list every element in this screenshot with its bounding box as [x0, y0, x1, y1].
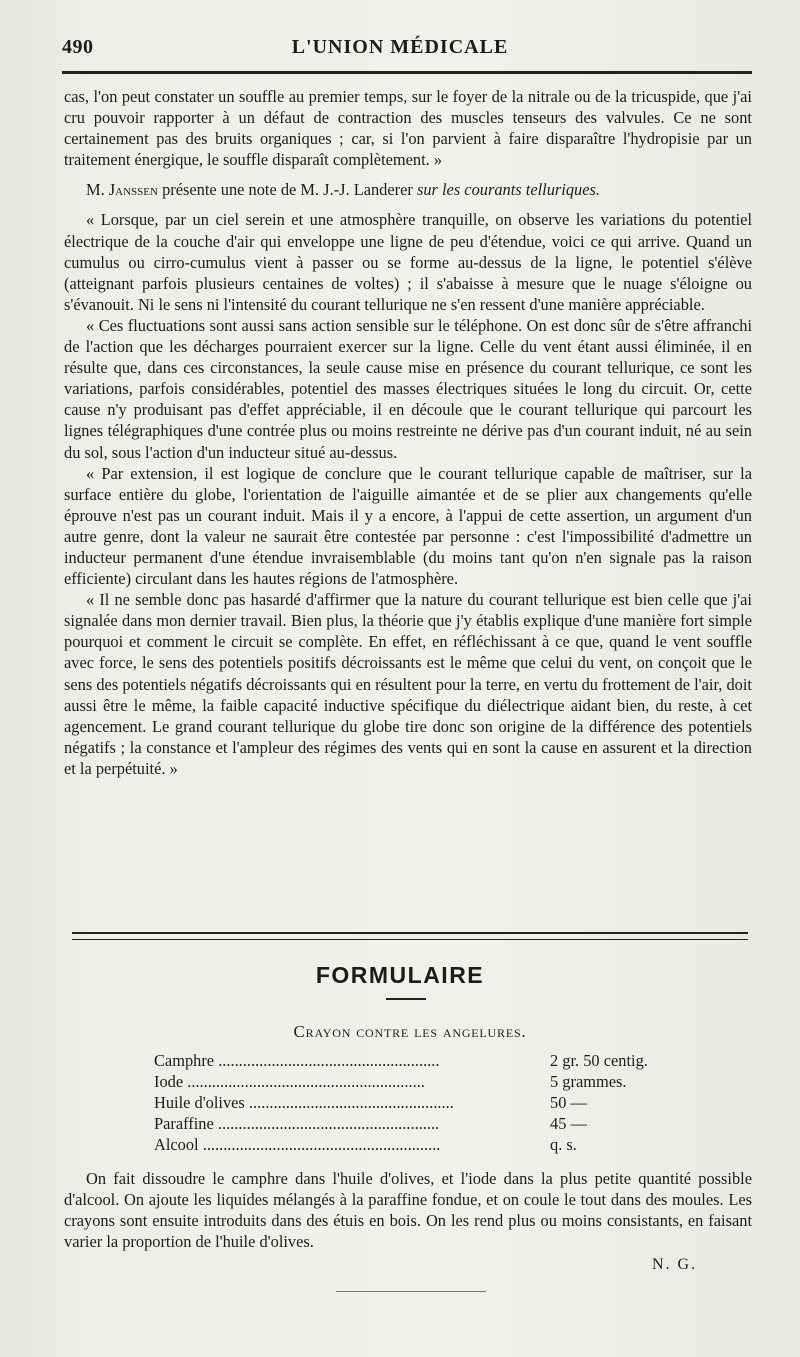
ingredient-quantity: 50 — [550, 1093, 587, 1112]
ingredient-row [154, 1092, 674, 1113]
ingredient-row [154, 1113, 674, 1134]
recipe-title: Crayon contre les angelures. [293, 1022, 527, 1041]
announcement-text: présente une note de M. J.-J. Landerer [162, 180, 413, 200]
note-title: sur les courants telluriques. [416, 180, 600, 200]
paragraph-quote-1: « Lorsque, par un ciel serein et une atmosphère tranquille, on observe les variations du potentiel électrique de la couche d'air qui enveloppe une ligne de peu d'étendue, voici ce qui arrive. Quand un cumulus ou cirro-cumulus vient à passer ou se forme au-dessus de la ligne, le potentiel s'élève (atteignant parfois plusieurs centaines de voltes) ; il s'abaisse à mesure que le nuage s'éloigne ou s'évanouit. Ni le sens ni l'intensité du courant tellurique ne s'en ressent d'une manière appréciable. [64, 210, 752, 314]
speaker-prefix: M. [86, 180, 105, 200]
paragraph-quote-4: « Il ne semble donc pas hasardé d'affirmer que la nature du courant tellurique est bien celle que j'ai signalée dans mon dernier travail. Bien plus, la théorie que j'y établis explique d'une manière fort simple pourquoi et comment le circuit se complète. En effet, en réfléchissant à ce que, quand le vent souffle avec force, le sens des potentiels positifs décroissants est le même que celui du vent, on conçoit que le sens des potentiels négatifs décroissants qui en résultent pour la terre, en vertu du frottement de l'air, doit aussi être le même, la faible capacité inductive spécifique du diélectrique aidant bien, du reste, à cet agencement. Le grand courant tellurique du globe tire donc son origine de la différence des potentiels négatifs ; la constance et l'ampleur des régimes des vents qui en sont la cause en assurent et la direction et la perpétuité. » [64, 590, 752, 778]
ingredient-row [154, 1134, 674, 1155]
ingredient-name: Paraffine ...................................................... [154, 1114, 440, 1133]
ingredient-row [154, 1071, 674, 1092]
ingredient-name: Alcool .......................................................... [154, 1135, 441, 1154]
ingredient-quantity: q. s. [550, 1135, 577, 1154]
recipe-instructions [64, 1168, 752, 1252]
paragraph-announcement [64, 179, 752, 200]
ingredient-name: Camphre ...................................................... [154, 1051, 440, 1070]
section-title: FORMULAIRE [315, 962, 485, 988]
section-divider [72, 932, 748, 940]
ingredient-quantity: 2 gr. 50 centig. [550, 1051, 648, 1070]
speaker-name: Janssen [108, 180, 158, 200]
ingredient-name: Huile d'olives .................................................. [154, 1093, 454, 1112]
header-rule [62, 71, 752, 74]
title-underline [386, 998, 426, 1000]
ingredient-quantity: 45 — [550, 1114, 587, 1133]
author-initials: N. G. [652, 1256, 698, 1273]
running-head: L'UNION MÉDICALE [291, 36, 509, 58]
end-rule [336, 1291, 486, 1292]
ingredient-row [154, 1050, 674, 1071]
page-number: 490 [62, 36, 94, 58]
article-body [64, 86, 752, 779]
paragraph-continuation: cas, l'on peut constater un souffle au premier temps, sur le foyer de la nitrale ou de la tricuspide, que j'ai cru pouvoir rapporter à un défaut de contraction des muscles tenseurs des valvules. Ce ne sont certainement pas des bruits organiques ; car, si l'on parvient à faire disparaître l'hydropisie par un traitement énergique, le souffle disparaît complètement. » [64, 87, 752, 170]
ingredient-list [154, 1050, 674, 1155]
ingredient-name: Iode .......................................................... [154, 1072, 425, 1091]
ingredient-quantity: 5 grammes. [550, 1072, 627, 1091]
instructions-paragraph: On fait dissoudre le camphre dans l'huile d'olives, et l'iode dans la plus petite quantité possible d'alcool. On ajoute les liquides mélangés à la paraffine fondue, et on coule le tout dans des moules. Les crayons sont ensuite introduits dans des étuis en bois. On les rend plus ou moins consistants, en faisant varier la proportion de l'huile d'olives. [64, 1169, 752, 1252]
paragraph-quote-3: « Par extension, il est logique de conclure que le courant tellurique capable de maîtriser, sur la surface entière du globe, l'orientation de l'aiguille aimantée et de se plier aux changements qu'elle éprouve n'est pas un courant induit. Mais il y a encore, à l'appui de cette assertion, un argument d'un autre genre, dont la valeur ne saurait être contestée par personne : c'est l'impossibilité d'admettre un inducteur permanent d'une étendue invraisemblable (du moins tant qu'on n'en signale pas la raison efficiente) circulant dans les hautes régions de l'atmosphère. [64, 463, 752, 589]
paragraph-quote-2: « Ces fluctuations sont aussi sans action sensible sur le téléphone. On est donc sûr de s'être affranchi de l'action que les décharges pourraient exercer sur la ligne. Celle du vent étant aussi éliminée, il en résulte que, dans ces circonstances, la seule cause mise en présence du courant tellurique, ce sont les variations, parfois considérables, potentiel des masses électriques situées le long du circuit. Or, cette cause n'y produisant pas d'effet appréciable, il en découle que le courant tellurique qui parcourt les lignes télégraphiques d'une contrée plus ou moins restreinte ne dérive pas d'un courant induit, né au sein du sol, sous l'action d'un inducteur situé au-dessus. [64, 315, 752, 462]
